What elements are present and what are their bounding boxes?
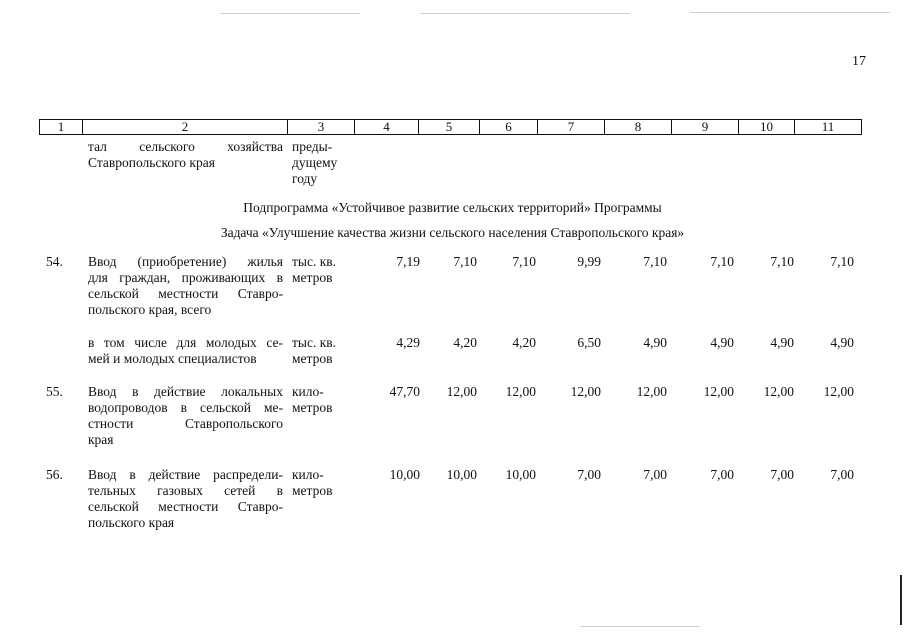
unit-line: преды- (292, 139, 333, 154)
desc-line: в том числе для молодых се- (88, 335, 283, 350)
scan-artifact (580, 626, 700, 627)
row-number: 54. (46, 254, 63, 269)
row-number: 56. (46, 467, 63, 482)
row-unit (292, 335, 354, 367)
row-unit (292, 254, 354, 286)
value-col-4: 7,19 (396, 254, 420, 269)
page-edge-mark (900, 575, 902, 625)
value-col-8: 7,00 (643, 467, 667, 482)
desc-line: Ввод в действие распредели- (88, 467, 283, 482)
header-col-9: 9 (672, 120, 739, 135)
value-col-11: 7,10 (830, 254, 854, 269)
unit-line: тыс. кв. (292, 254, 337, 269)
continuation-description (88, 139, 283, 171)
scan-artifact (220, 13, 360, 14)
row-unit (292, 384, 354, 416)
value-col-5: 12,00 (446, 384, 477, 399)
value-col-11: 4,90 (830, 335, 854, 350)
desc-line: водопроводов в сельской ме- (88, 400, 283, 415)
value-col-10: 7,00 (770, 467, 794, 482)
value-col-4: 10,00 (389, 467, 420, 482)
page-number: 17 (852, 54, 866, 69)
value-col-9: 7,10 (710, 254, 734, 269)
scan-artifact (420, 13, 630, 14)
row-number: 55. (46, 384, 63, 399)
desc-line: тал сельского хозяйства (88, 139, 283, 154)
row-description (88, 335, 283, 367)
unit-line: кило- (292, 384, 324, 399)
header-col-7: 7 (538, 120, 605, 135)
value-col-10: 4,90 (770, 335, 794, 350)
task-title: Задача «Улучшение качества жизни сельского населения Ставропольского края» (220, 225, 685, 240)
header-col-11: 11 (795, 120, 862, 135)
value-col-5: 4,20 (453, 335, 477, 350)
value-col-5: 7,10 (453, 254, 477, 269)
desc-line: сельской местности Ставро- (88, 499, 283, 514)
value-col-6: 10,00 (505, 467, 536, 482)
unit-line: метров (292, 270, 333, 285)
row-unit (292, 467, 354, 499)
value-col-9: 12,00 (703, 384, 734, 399)
scan-artifact (690, 12, 890, 13)
subprogram-title: Подпрограмма «Устойчивое развитие сельских территорий» Программы (243, 200, 662, 215)
header-col-4: 4 (355, 120, 419, 135)
unit-line: метров (292, 351, 333, 366)
value-col-4: 47,70 (389, 384, 420, 399)
value-col-6: 7,10 (512, 254, 536, 269)
header-col-3: 3 (288, 120, 355, 135)
unit-line: году (292, 171, 318, 186)
desc-line: польского края, всего (88, 302, 212, 317)
value-col-8: 4,90 (643, 335, 667, 350)
unit-line: метров (292, 400, 333, 415)
value-col-6: 4,20 (512, 335, 536, 350)
value-col-9: 7,00 (710, 467, 734, 482)
continuation-unit (292, 139, 354, 187)
header-col-5: 5 (419, 120, 480, 135)
desc-line: Ставропольского края (88, 155, 215, 170)
value-col-11: 7,00 (830, 467, 854, 482)
desc-line: Ввод в действие локальных (88, 384, 283, 399)
desc-line: Ввод (приобретение) жилья (88, 254, 283, 269)
desc-line: мей и молодых специалистов (88, 351, 257, 366)
header-col-2: 2 (83, 120, 288, 135)
value-col-7: 9,99 (577, 254, 601, 269)
header-col-10: 10 (739, 120, 795, 135)
desc-line: для граждан, проживающих в (88, 270, 283, 285)
unit-line: дущему (292, 155, 338, 170)
column-number-header (39, 119, 862, 135)
value-col-4: 4,29 (396, 335, 420, 350)
value-col-8: 12,00 (636, 384, 667, 399)
header-col-6: 6 (480, 120, 538, 135)
desc-line: тельных газовых сетей в (88, 483, 283, 498)
unit-line: метров (292, 483, 333, 498)
desc-line: стности Ставропольского (88, 416, 283, 431)
desc-line: края (88, 432, 114, 447)
value-col-10: 7,10 (770, 254, 794, 269)
value-col-10: 12,00 (763, 384, 794, 399)
value-col-9: 4,90 (710, 335, 734, 350)
value-col-11: 12,00 (823, 384, 854, 399)
value-col-7: 6,50 (577, 335, 601, 350)
value-col-7: 7,00 (577, 467, 601, 482)
desc-line: сельской местности Ставро- (88, 286, 283, 301)
desc-line: польского края (88, 515, 175, 530)
row-description (88, 384, 283, 448)
value-col-7: 12,00 (570, 384, 601, 399)
value-col-5: 10,00 (446, 467, 477, 482)
row-description (88, 254, 283, 318)
header-col-1: 1 (40, 120, 83, 135)
unit-line: кило- (292, 467, 324, 482)
value-col-6: 12,00 (505, 384, 536, 399)
header-col-8: 8 (605, 120, 672, 135)
row-description (88, 467, 283, 531)
value-col-8: 7,10 (643, 254, 667, 269)
unit-line: тыс. кв. (292, 335, 337, 350)
